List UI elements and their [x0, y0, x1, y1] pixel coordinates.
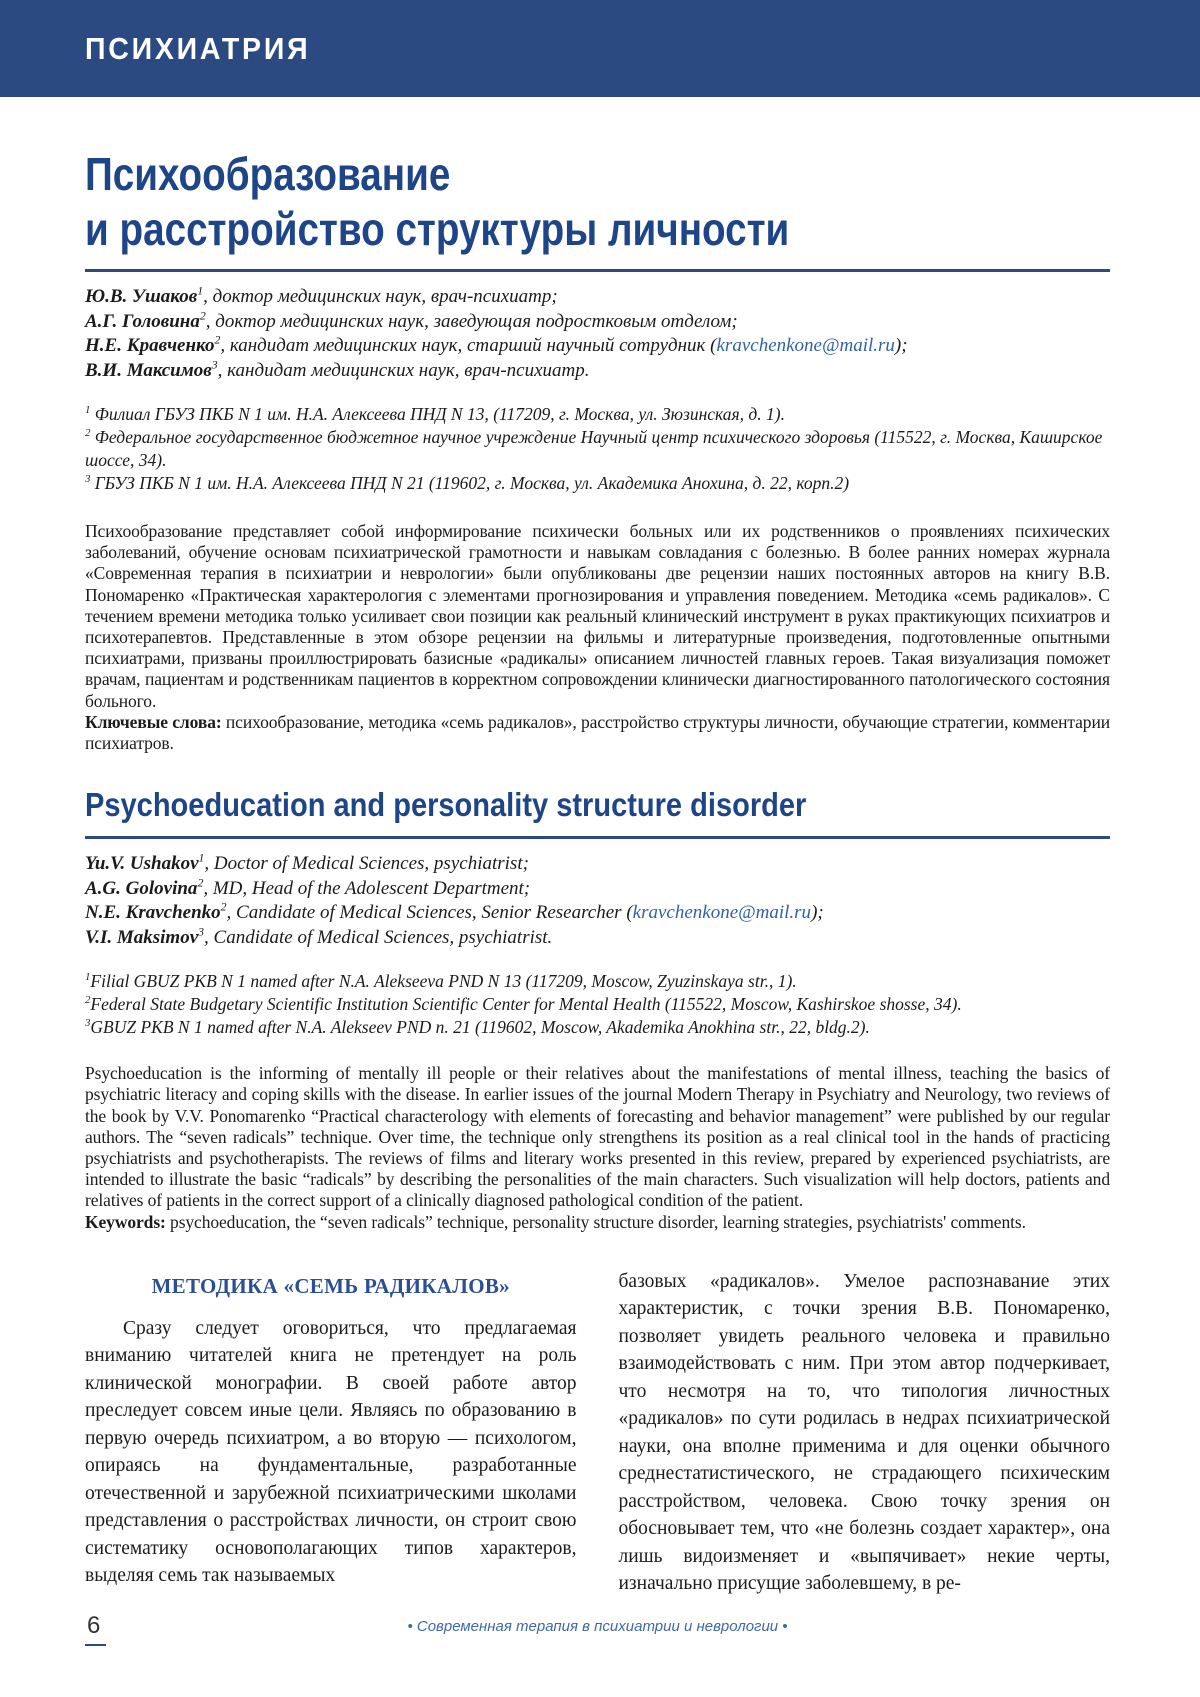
affiliation-text: Federal State Budgetary Scientific Institution Scientific Center for Mental Health (115522, Moscow, Kashirskoe shosse, 34).: [90, 994, 962, 1015]
author-role: , кандидат медицинских наук, врач-психиатр.: [217, 359, 590, 381]
affiliation-line: [85, 426, 1110, 472]
author-line: [85, 359, 1110, 384]
affiliation-marker: 1: [85, 404, 91, 417]
affiliations-en: [85, 970, 1110, 1039]
author-affiliation-marker: 3: [198, 925, 205, 939]
author-name: В.И. Максимов: [85, 359, 212, 381]
title-divider-en: [85, 836, 1110, 839]
author-role: );: [811, 902, 824, 924]
author-name: N.E. Kravchenko: [85, 902, 221, 924]
abstract-ru: [85, 521, 1110, 754]
section-header-bar: [0, 0, 1200, 97]
author-email-link[interactable]: kravchenkone@mail.ru: [716, 335, 895, 356]
author-role: , Doctor of Medical Sciences, psychiatrist;: [204, 853, 529, 875]
affiliation-line: [85, 993, 1110, 1016]
affiliation-marker: 3: [85, 473, 91, 486]
keywords-label-en: Keywords:: [85, 1211, 166, 1232]
article-title-en: [85, 784, 987, 826]
author-affiliation-marker: 1: [198, 851, 205, 865]
affiliation-line: [85, 970, 1110, 993]
author-role: );: [894, 335, 908, 356]
author-name: A.G. Golovina: [85, 877, 198, 899]
affiliation-text: Федеральное государственное бюджетное научное учреждение Научный центр психического здоровья (115522, г. Москва, Каширское шоссе, 34).: [85, 427, 1103, 470]
body-column-right: [619, 1268, 1111, 1598]
body-paragraph-right: базовых «радикалов». Умелое распознавание этих характеристик, с точки зрения В.В. Пономаренко, позволяет увидеть реального человека и правильно взаимодействовать с ним. При этом автор подчеркивает, что несмотря на то, что типология личностных «радикалов» по сути родилась в недрах психиатрической науки, она вполне применима и для оценки обычного среднестатистического, не страдающего психическим расстройством, человека. Свою точку зрения он обосновывает тем, что «не болезнь создает характер», она лишь видоизменяет и «выпячивает» некие черты, изначально присущие заболевшему, в ре-: [618, 1270, 1110, 1595]
article-body-columns: [85, 1268, 1110, 1598]
affiliation-line: [85, 472, 1110, 495]
body-paragraph-left: Сразу следует оговориться, что предлагаемая вниманию читателей книга не претендует на роль клинической монографии. В своей работе автор преследует совсем иные цели. Являясь по образованию в первую очередь психиатром, а во вторую — психологом, опираясь на фундаментальные, разработанные отечественной и зарубежной психиатрическими школами представления о расстройствах личности, он строит свою систематику основополагающих типов характеров, выделяя семь так называемых: [85, 1317, 577, 1587]
author-role: , Candidate of Medical Sciences, psychiatrist.: [204, 926, 553, 948]
author-role: , MD, Head of the Adolescent Department;: [203, 877, 531, 899]
author-name: Yu.V. Ushakov: [85, 853, 199, 875]
author-role: , доктор медицинских наук, врач-психиатр;: [203, 286, 558, 307]
article-title-ru-line2: и расстройство структуры личности: [85, 203, 790, 255]
affiliation-marker: 3: [85, 1017, 91, 1030]
keywords-text-en: psychoeducation, the “seven radicals” technique, personality structure disorder, learning strategies, psychiatrists' comments.: [165, 1211, 1026, 1232]
author-affiliation-marker: 2: [214, 333, 221, 347]
affiliation-marker: 1: [85, 971, 91, 984]
affiliation-line: [85, 403, 1110, 426]
author-name: А.Г. Головина: [85, 310, 200, 332]
title-divider-ru: [85, 269, 1110, 272]
author-name: V.I. Maksimov: [85, 926, 199, 948]
article-title-en-line: Psychoeducation and personality structure disorder: [85, 786, 807, 824]
author-line: [85, 334, 1110, 359]
author-role: , доктор медицинских наук, заведующая подростковым отделом;: [205, 310, 738, 332]
affiliation-marker: 2: [85, 994, 91, 1007]
author-line: [85, 926, 1110, 951]
article-content: [0, 147, 1200, 1598]
page-number: 6: [85, 1612, 106, 1646]
article-title-ru-line1: Психообразование: [85, 148, 451, 200]
author-affiliation-marker: 2: [197, 876, 204, 890]
author-line: [85, 901, 1110, 926]
author-line: [85, 310, 1110, 335]
author-name: Ю.В. Ушаков: [85, 286, 198, 307]
keywords-label-ru: Ключевые слова:: [85, 711, 222, 732]
author-email-link[interactable]: kravchenkone@mail.ru: [632, 902, 812, 924]
author-affiliation-marker: 2: [199, 309, 206, 323]
section-title: ПСИХИАТРИЯ: [85, 30, 311, 66]
authors-ru: [85, 285, 1110, 383]
keywords-text-ru: психообразование, методика «семь радикалов», расстройство структуры личности, обучающие стратегии, комментарии психиатров.: [85, 711, 1110, 754]
affiliation-text: GBUZ PKB N 1 named after N.A. Alekseev PND n. 21 (119602, Moscow, Akademika Anokhina str., 22, bldg.2).: [90, 1017, 870, 1038]
author-affiliation-marker: 1: [197, 284, 204, 298]
keywords-ru: [85, 712, 1110, 754]
author-role: , Candidate of Medical Sciences, Senior Researcher (: [226, 902, 633, 924]
affiliation-text: ГБУЗ ПКБ N 1 им. Н.А. Алексеева ПНД N 21 (119602, г. Москва, ул. Академика Анохина, д. 22, корп.2): [90, 473, 850, 493]
journal-name: • Современная терапия в психиатрии и неврологии •: [407, 1618, 788, 1635]
article-title-ru: [85, 147, 946, 257]
author-affiliation-marker: 2: [220, 900, 227, 914]
body-column-left: [85, 1268, 577, 1598]
keywords-en: [85, 1212, 1110, 1233]
author-name: Н.Е. Кравченко: [85, 335, 215, 356]
authors-en: [85, 852, 1110, 950]
affiliation-text: Filial GBUZ PKB N 1 named after N.A. Alekseeva PND N 13 (117209, Moscow, Zyuzinskaya str., 1).: [90, 971, 797, 992]
affiliation-marker: 2: [85, 427, 91, 440]
abstract-text-en: Psychoeducation is the informing of mentally ill people or their relatives about the manifestations of mental illness, teaching the basics of psychiatric literacy and coping skills with the disease. In earlier issues of the journal Modern Therapy in Psychiatry and Neurology, two reviews of the book by V.V. Ponomarenko “Practical characterology with elements of forecasting and behavior management” were published by our regular authors. The “seven radicals” technique. Over time, the technique only strengthens its position as a real clinical tool in the hands of practicing psychiatrists and psychotherapists. The reviews of films and literary works presented in this review, prepared by experienced psychiatrists, are intended to illustrate the basic “radicals” by describing the personalities of the main characters. Such visualization will help doctors, patients and relatives of patients in the correct support of a clinically diagnosed pathological condition of the patient.: [85, 1063, 1110, 1211]
section-heading: МЕТОДИКА «СЕМЬ РАДИКАЛОВ»: [151, 1273, 510, 1298]
affiliation-text: Филиал ГБУЗ ПКБ N 1 им. Н.А. Алексеева ПНД N 13, (117209, г. Москва, ул. Зюзинская, д. 1).: [90, 404, 785, 424]
affiliation-line: [85, 1016, 1110, 1039]
author-line: [85, 285, 1110, 310]
author-line: [85, 852, 1110, 877]
abstract-en: [85, 1063, 1110, 1233]
abstract-text-ru: Психообразование представляет собой информирование психически больных или их родственников о проявлениях психических заболеваний, обучение основам психиатрической грамотности и навыкам совладания с болезнью. В более ранних номерах журнала «Современная терапия в психиатрии и неврологии» были опубликованы две рецензии наших постоянных авторов на книгу В.В. Пономаренко «Практическая характерология с элементами прогнозирования и управления поведением. Методика «семь радикалов». С течением времени методика только усиливает свои позиции как реальный клинический инструмент в руках практикующих психиатров и психотерапевтов. Представленные в этом обзоре рецензии на фильмы и литературные произведения, подготовленные опытными психиатрами, призваны проиллюстрировать базисные «радикалы» описанием личностей главных героев. Такая визуализация поможет врачам, пациентам и родственникам пациентов в корректном сопровождении клинически диагностированного патологического состояния больного.: [85, 521, 1110, 711]
author-role: , кандидат медицинских наук, старший научный сотрудник (: [220, 335, 717, 356]
author-line: [85, 877, 1110, 902]
page-footer: [85, 1612, 1110, 1652]
author-affiliation-marker: 3: [211, 358, 218, 372]
affiliations-ru: [85, 403, 1110, 495]
